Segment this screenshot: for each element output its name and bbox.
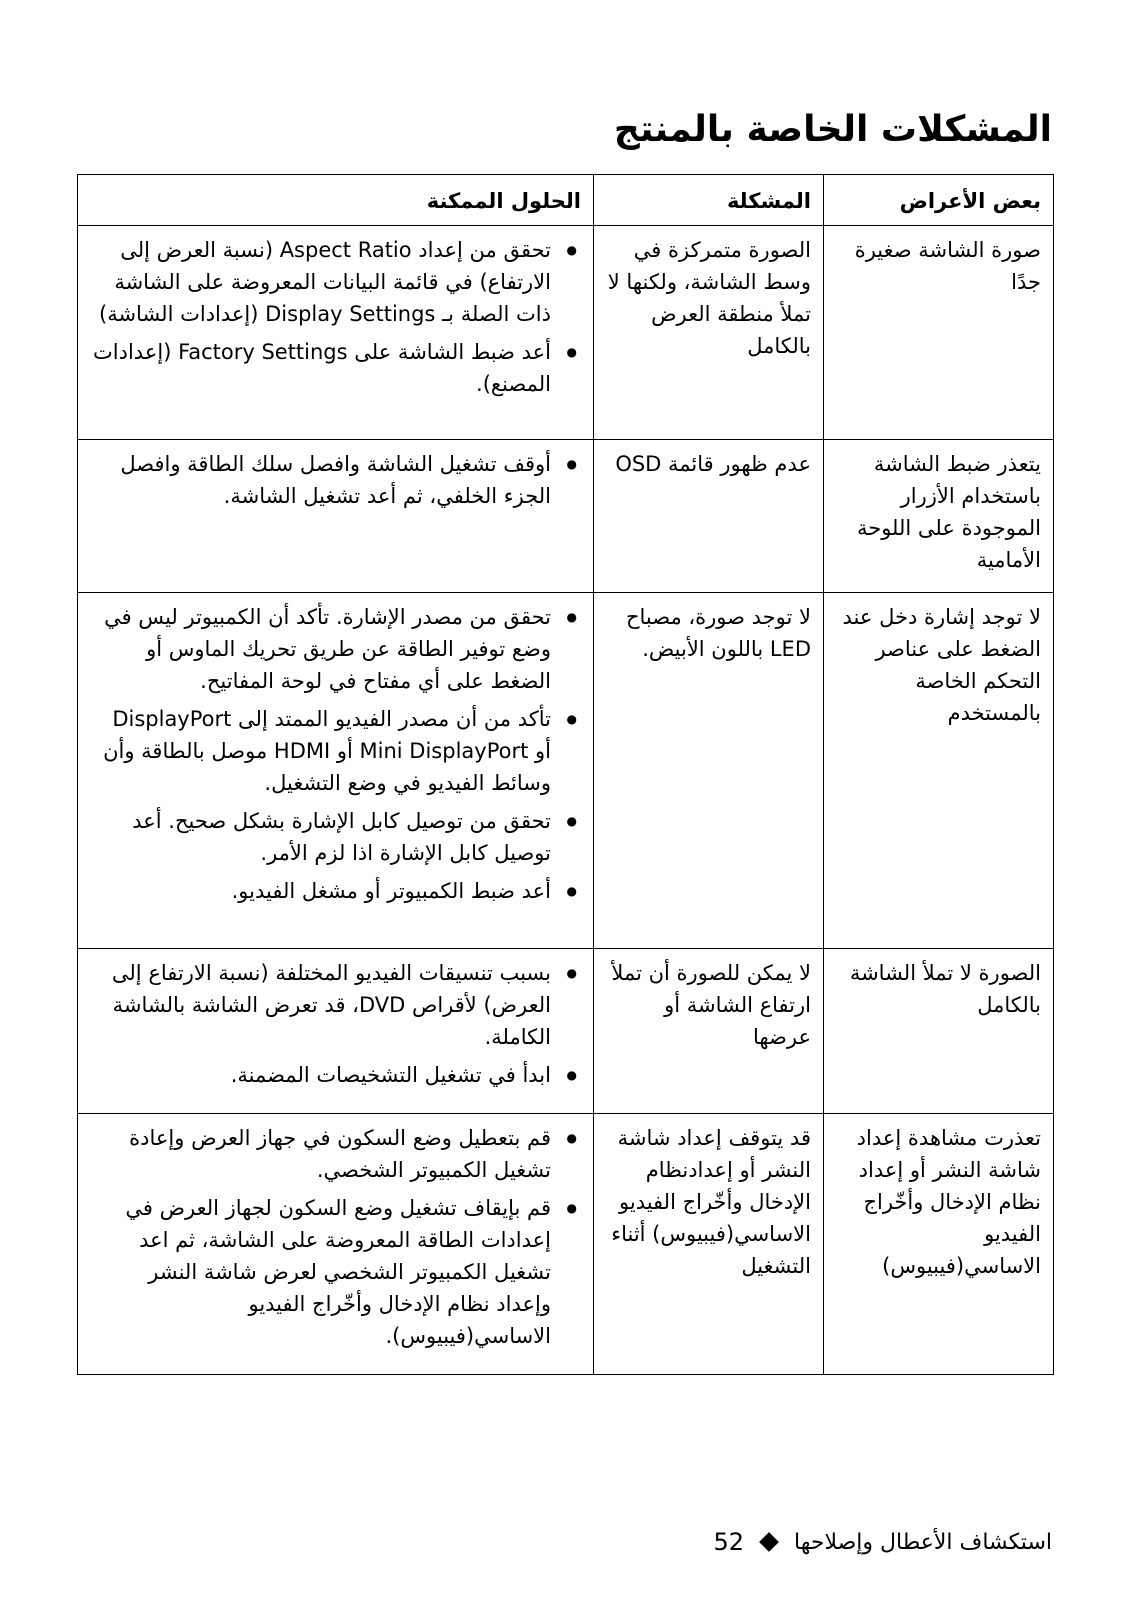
solutions-cell <box>78 593 594 949</box>
table-header-row <box>78 175 1054 226</box>
solutions-list <box>90 234 581 400</box>
symptom-cell: صورة الشاشة صغيرة جدًا <box>824 226 1054 440</box>
symptom-cell: يتعذر ضبط الشاشة باستخدام الأزرار الموجودة على اللوحة الأمامية <box>824 440 1054 593</box>
header-solutions: الحلول الممكنة <box>78 175 594 226</box>
solution-item: ● ابدأ في تشغيل التشخيصات المضمنة. <box>90 1059 581 1091</box>
solutions-cell <box>78 226 594 440</box>
problem-cell: قد يتوقف إعداد شاشة النشر أو إعدادنظام الإدخال وأخّراج الفيديو الاساسي(فيبيوس) أثناء التشغيل <box>594 1114 824 1375</box>
solution-item: ● بسبب تنسيقات الفيديو المختلفة (نسبة الارتفاع إلى العرض) لأقراص DVD، قد تعرض الشاشة بالشاشة الكاملة. <box>90 957 581 1053</box>
table-row <box>78 226 1054 440</box>
symptom-cell: لا توجد إشارة دخل عند الضغط على عناصر التحكم الخاصة بالمستخدم <box>824 593 1054 949</box>
table-row <box>78 1114 1054 1375</box>
solutions-list <box>90 601 581 907</box>
solution-item: ● أوقف تشغيل الشاشة وافصل سلك الطاقة وافصل الجزء الخلفي، ثم أعد تشغيل الشاشة. <box>90 448 581 512</box>
table-row <box>78 593 1054 949</box>
header-problem: المشكلة <box>594 175 824 226</box>
symptom-cell: تعذرت مشاهدة إعداد شاشة النشر أو إعداد نظام الإدخال وأخّراج الفيديو الاساسي(فيبيوس) <box>824 1114 1054 1375</box>
solutions-list <box>90 1122 581 1352</box>
solution-item: ● أعد ضبط الكمبيوتر أو مشغل الفيديو. <box>90 875 581 907</box>
page-number: 52 <box>713 1528 745 1556</box>
diamond-bullet-icon <box>759 1532 779 1552</box>
solution-item: ● قم بتعطيل وضع السكون في جهاز العرض وإعادة تشغيل الكمبيوتر الشخصي. <box>90 1122 581 1186</box>
solutions-cell <box>78 440 594 593</box>
header-symptom: بعض الأعراض <box>824 175 1054 226</box>
solutions-list <box>90 957 581 1091</box>
footer-section-title: استكشاف الأعطال وإصلاحها <box>794 1529 1052 1555</box>
solution-item: ● تحقق من إعداد Aspect Ratio (نسبة العرض إلى الارتفاع) في قائمة البيانات المعروضة على الشاشة ذات الصلة بـ Display Settings (إعدادات الشاشة) <box>90 234 581 330</box>
solution-item: ● تحقق من توصيل كابل الإشارة بشكل صحيح. أعد توصيل كابل الإشارة اذا لزم الأمر. <box>90 805 581 869</box>
problem-cell: لا توجد صورة، مصباح LED باللون الأبيض. <box>594 593 824 949</box>
troubleshooting-table <box>77 174 1054 1375</box>
table-row <box>78 440 1054 593</box>
problem-cell: لا يمكن للصورة أن تملأ ارتفاع الشاشة أو عرضها <box>594 949 824 1114</box>
symptom-cell: الصورة لا تملأ الشاشة بالكامل <box>824 949 1054 1114</box>
table-row <box>78 949 1054 1114</box>
solution-item: ● تأكد من أن مصدر الفيديو الممتد إلى DisplayPort أو Mini DisplayPort أو HDMI موصل بالطاقة وأن وسائط الفيديو في وضع التشغيل. <box>90 703 581 799</box>
problem-cell: الصورة متمركزة في وسط الشاشة، ولكنها لا تملأ منطقة العرض بالكامل <box>594 226 824 440</box>
solutions-cell <box>78 949 594 1114</box>
solution-item: ● قم بإيقاف تشغيل وضع السكون لجهاز العرض في إعدادات الطاقة المعروضة على الشاشة، ثم اعد تشغيل الكمبيوتر الشخصي لعرض شاشة النشر وإعداد نظام الإدخال وأخّراج الفيديو الاساسي(فيبيوس). <box>90 1192 581 1352</box>
solution-item: ● أعد ضبط الشاشة على Factory Settings (إعدادات المصنع). <box>90 336 581 400</box>
solutions-list <box>90 448 581 512</box>
solution-item: ● تحقق من مصدر الإشارة. تأكد أن الكمبيوتر ليس في وضع توفير الطاقة عن طريق تحريك الماوس أو الضغط على أي مفتاح في لوحة المفاتيح. <box>90 601 581 697</box>
page-footer <box>713 1528 1052 1556</box>
page-title: المشكلات الخاصة بالمنتج <box>613 109 1052 150</box>
solutions-cell <box>78 1114 594 1375</box>
problem-cell: عدم ظهور قائمة OSD <box>594 440 824 593</box>
